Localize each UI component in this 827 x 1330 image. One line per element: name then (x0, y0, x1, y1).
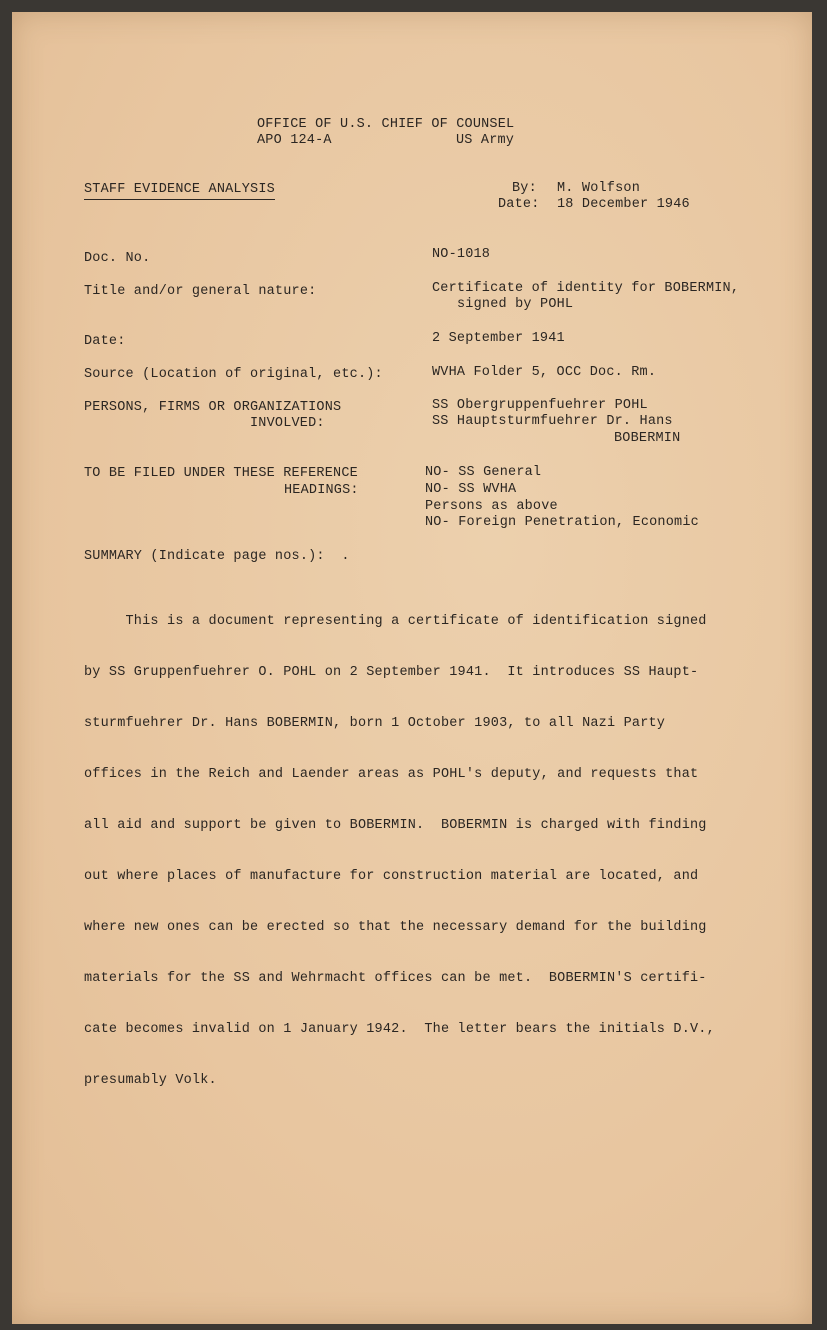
title-value-line1: Certificate of identity for BOBERMIN, (432, 281, 740, 296)
by-label: By: (512, 181, 537, 196)
summary-line: sturmfuehrer Dr. Hans BOBERMIN, born 1 October 1903, to all Nazi Party (84, 716, 666, 731)
summary-line: all aid and support be given to BOBERMIN. BOBERMIN is charged with finding (84, 818, 707, 833)
analysis-date-label: Date: (498, 197, 540, 212)
persons-value-line1: SS Obergruppenfuehrer POHL (432, 398, 648, 413)
doc-date-label: Date: (84, 334, 126, 349)
summary-label: SUMMARY (Indicate page nos.): . (84, 549, 350, 564)
summary-line: by SS Gruppenfuehrer O. POHL on 2 September 1941. It introduces SS Haupt- (84, 665, 699, 680)
summary-line: presumably Volk. (84, 1073, 217, 1088)
source-label: Source (Location of original, etc.): (84, 367, 383, 382)
summary-text (84, 579, 724, 1106)
summary-line: offices in the Reich and Laender areas as POHL's deputy, and requests that (84, 767, 699, 782)
doc-no-value: NO-1018 (432, 247, 491, 262)
summary-line: This is a document representing a certificate of identification signed (84, 614, 707, 629)
office-header: OFFICE OF U.S. CHIEF OF COUNSEL (257, 117, 515, 132)
persons-value-line3: BOBERMIN (614, 431, 681, 446)
summary-line: out where places of manufacture for construction material are located, and (84, 869, 699, 884)
document-title: STAFF EVIDENCE ANALYSIS (84, 181, 275, 200)
author-name: M. Wolfson (557, 181, 641, 196)
doc-date-value: 2 September 1941 (432, 331, 565, 346)
analysis-date: 18 December 1946 (557, 197, 690, 212)
persons-value-line2: SS Hauptsturmfuehrer Dr. Hans (432, 414, 673, 429)
apo-number: APO 124-A (257, 133, 332, 148)
title-value-line2: signed by POHL (457, 297, 574, 312)
filed-label-line1: TO BE FILED UNDER THESE REFERENCE (84, 466, 358, 481)
summary-line: where new ones can be erected so that the necessary demand for the building (84, 920, 707, 935)
doc-no-label: Doc. No. (84, 251, 151, 266)
filed-label-line2: HEADINGS: (284, 483, 359, 498)
persons-label-line1: PERSONS, FIRMS OR ORGANIZATIONS (84, 400, 342, 415)
summary-line: materials for the SS and Wehrmacht offices can be met. BOBERMIN'S certifi- (84, 971, 707, 986)
filed-heading-4: NO- Foreign Penetration, Economic (425, 515, 699, 530)
title-label: Title and/or general nature: (84, 284, 317, 299)
army-label: US Army (456, 133, 515, 148)
filed-heading-1: NO- SS General (425, 465, 542, 480)
source-value: WVHA Folder 5, OCC Doc. Rm. (432, 365, 657, 380)
persons-label-line2: INVOLVED: (250, 416, 325, 431)
summary-line: cate becomes invalid on 1 January 1942. The letter bears the initials D.V., (84, 1022, 715, 1037)
filed-heading-2: NO- SS WVHA (425, 482, 517, 497)
filed-heading-3: Persons as above (425, 499, 558, 514)
